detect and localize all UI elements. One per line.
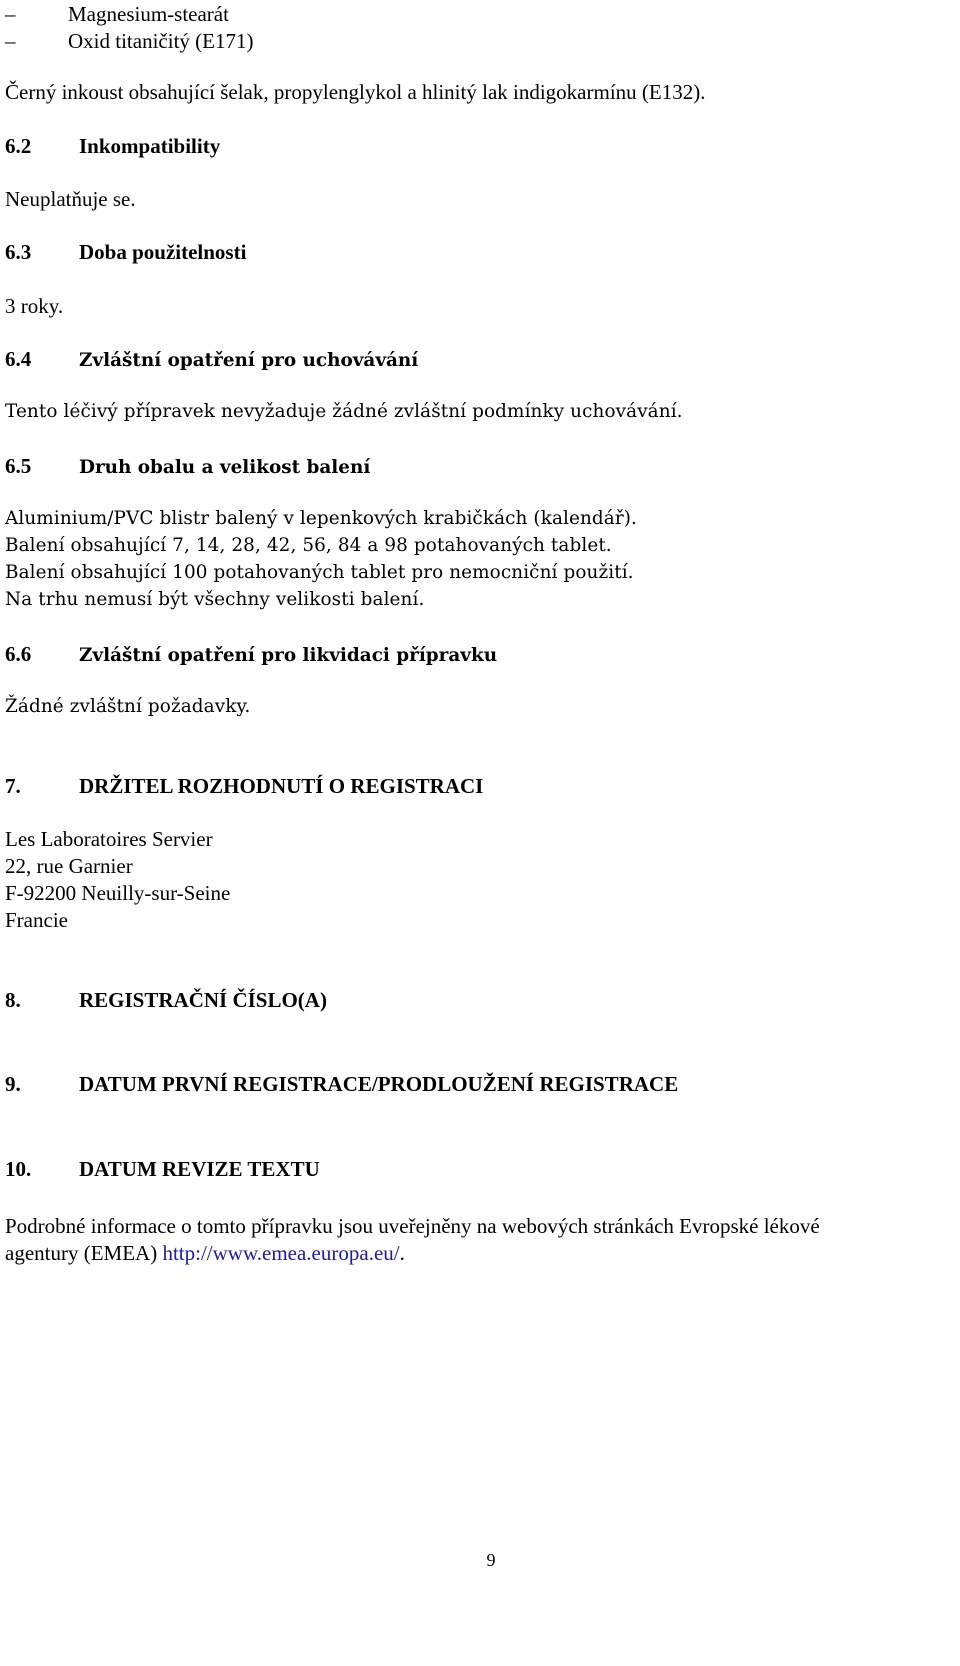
- section-number: 6.3: [5, 240, 32, 264]
- section-number: 6.2: [5, 134, 32, 158]
- section-10-body-text: agentury (EMEA): [5, 1241, 163, 1265]
- section-number: 7.: [5, 774, 21, 798]
- section-10-body: Podrobné informace o tomto přípravku jsou uveřejněny na webových stránkách Evropské lékové: [5, 1214, 820, 1238]
- section-title: Inkompatibility: [79, 134, 221, 158]
- section-number: 8.: [5, 988, 21, 1012]
- section-6-4-heading: [5, 345, 418, 375]
- section-6-3-body: 3 roky.: [5, 294, 64, 318]
- list-item: Oxid titaničitý (E171): [68, 29, 254, 53]
- section-7-heading: [5, 772, 483, 800]
- address-line: Les Laboratoires Servier: [5, 827, 213, 851]
- section-10-period: .: [399, 1241, 405, 1265]
- page-number: 9: [486, 1550, 496, 1570]
- list-marker: –: [5, 2, 16, 26]
- section-6-5-heading: [5, 452, 370, 482]
- section-6-5-line: Aluminium/PVC blistr balený v lepenkových krabičkách (kalendář).: [5, 508, 637, 529]
- section-6-5-line: Balení obsahující 100 potahovaných tablet pro nemocniční použití.: [5, 562, 634, 583]
- section-6-6-heading: [5, 640, 497, 670]
- section-8-heading: [5, 986, 327, 1014]
- address-line: F-92200 Neuilly-sur-Seine: [5, 881, 231, 905]
- address-line: 22, rue Garnier: [5, 854, 133, 878]
- list-marker: –: [5, 29, 16, 53]
- section-title: DRŽITEL ROZHODNUTÍ O REGISTRACI: [79, 774, 484, 798]
- section-number: 6.5: [5, 454, 32, 478]
- section-number: 6.6: [5, 642, 32, 666]
- section-6-6-body: Žádné zvláštní požadavky.: [5, 696, 251, 717]
- section-title: Zvláštní opatření pro uchovávání: [79, 350, 419, 371]
- section-title: Doba použitelnosti: [79, 240, 247, 264]
- ink-text: Černý inkoust obsahující šelak, propylenglykol a hlinitý lak indigokarmínu (E132).: [5, 80, 706, 104]
- section-title: DATUM PRVNÍ REGISTRACE/PRODLOUŽENÍ REGISTRACE: [79, 1072, 679, 1096]
- section-number: 9.: [5, 1072, 21, 1096]
- section-9-heading: [5, 1070, 678, 1098]
- section-6-2-heading: [5, 132, 220, 160]
- section-6-5-line: Balení obsahující 7, 14, 28, 42, 56, 84 a 98 potahovaných tablet.: [5, 535, 612, 556]
- emea-link[interactable]: http://www.emea.europa.eu/: [162, 1241, 400, 1265]
- section-title: REGISTRAČNÍ ČÍSLO(A): [79, 988, 327, 1012]
- section-6-3-heading: [5, 238, 246, 266]
- section-title: Druh obalu a velikost balení: [79, 457, 371, 478]
- section-10-body: [5, 1239, 405, 1267]
- list-item: Magnesium-stearát: [68, 2, 229, 26]
- section-number: 6.4: [5, 347, 32, 371]
- address-line: Francie: [5, 908, 68, 932]
- section-10-heading: [5, 1155, 320, 1183]
- section-6-4-body: Tento léčivý přípravek nevyžaduje žádné zvláštní podmínky uchovávání.: [5, 401, 683, 422]
- section-title: DATUM REVIZE TEXTU: [79, 1157, 320, 1181]
- section-6-5-line: Na trhu nemusí být všechny velikosti balení.: [5, 589, 425, 610]
- section-title: Zvláštní opatření pro likvidaci přípravku: [79, 645, 498, 666]
- section-number: 10.: [5, 1157, 32, 1181]
- section-6-2-body: Neuplatňuje se.: [5, 187, 136, 211]
